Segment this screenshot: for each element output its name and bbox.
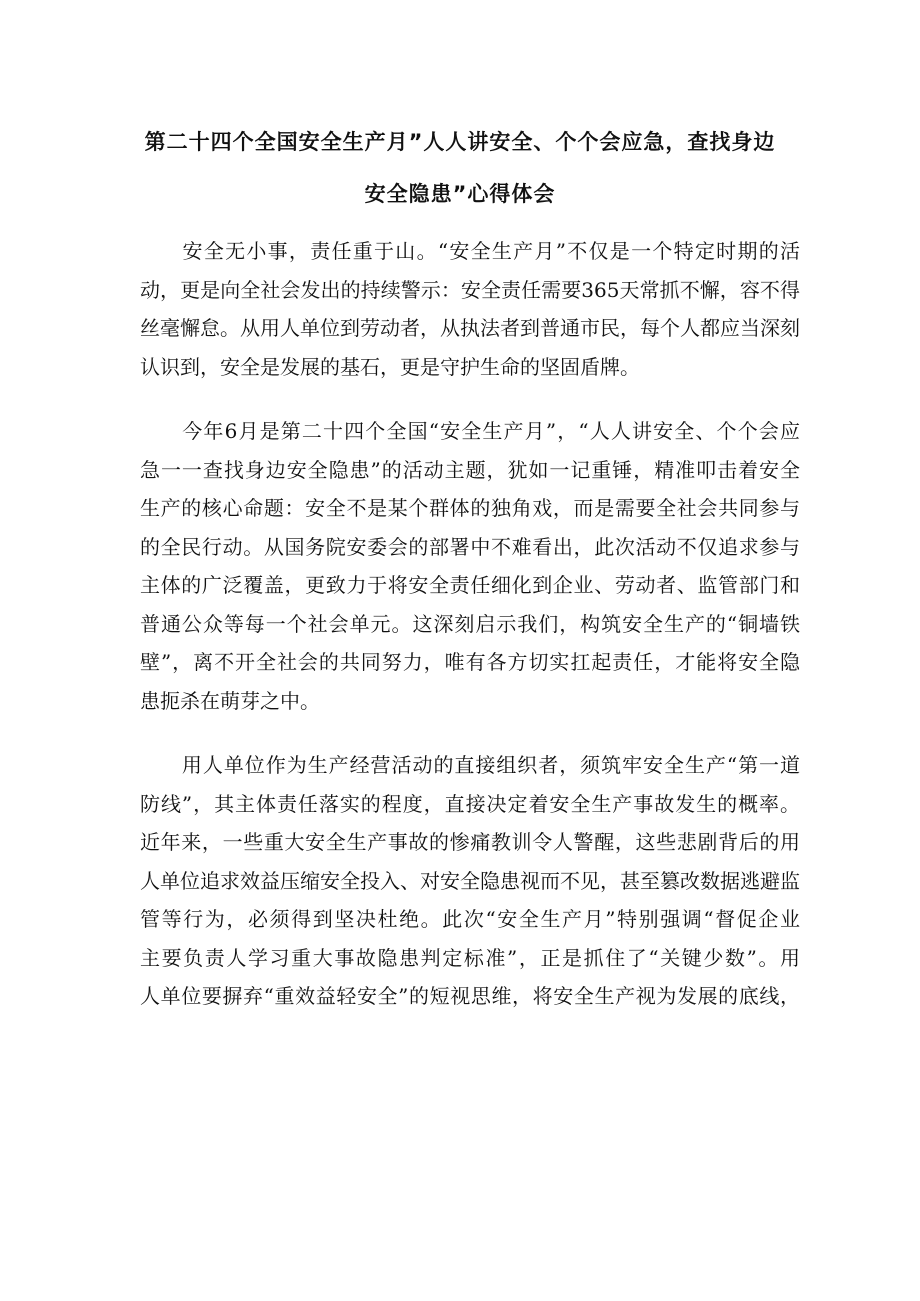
text-line: 人单位追求效益压缩安全投入、对安全隐患视而不见，甚至篡改数据逃避监 xyxy=(140,868,800,893)
text-line: 壁”，离不开全社会的共同努力，唯有各方切实扛起责任，才能将安全隐 xyxy=(140,650,800,674)
text-line: 今年6月是第二十四个全国“安全生产月”，“人人讲安全、个个会应 xyxy=(140,419,800,443)
text-line: 用人单位作为生产经营活动的直接组织者，须筑牢安全生产“第一道 xyxy=(140,753,800,777)
text-line: 主体的广泛覆盖，更致力于将安全责任细化到企业、劳动者、监管部门和 xyxy=(140,573,800,597)
text-line: 普通公众等每一个社会单元。这深刻启示我们，构筑安全生产的“铜墙铁 xyxy=(140,611,800,636)
text-line: 丝毫懈怠。从用人单位到劳动者，从执法者到普通市民，每个人都应当深刻 xyxy=(140,316,800,340)
text-line: 动，更是向全社会发出的持续警示：安全责任需要365天常抓不懈，容不得 xyxy=(140,277,800,302)
paragraph-1 xyxy=(140,232,800,386)
title-line: 第二十四个全国安全生产月”人人讲安全、个个会应急，查找身边 xyxy=(144,130,776,154)
paragraph-2 xyxy=(140,412,800,720)
text-line: 急一一查找身边安全隐患”的活动主题，犹如一记重锤，精准叩击着安全 xyxy=(140,457,800,482)
text-line: 主要负责人学习重大事故隐患判定标准”，正是抓住了“关键少数”。用 xyxy=(140,945,800,970)
document-title xyxy=(0,116,920,220)
title-line: 安全隐患”心得体会 xyxy=(364,182,556,206)
text-line: 管等行为，必须得到坚决杜绝。此次“安全生产月”特别强调“督促企业 xyxy=(140,907,800,931)
text-line: 近年来，一些重大安全生产事故的惨痛教训令人警醒，这些悲剧背后的用 xyxy=(140,830,800,854)
text-line: 生产的核心命题：安全不是某个群体的独角戏，而是需要全社会共同参与 xyxy=(140,496,800,520)
document-body xyxy=(140,232,800,1042)
text-line: 安全无小事，责任重于山。“安全生产月”不仅是一个特定时期的活 xyxy=(140,239,800,263)
paragraph-3 xyxy=(140,746,800,1016)
text-line: 防线”，其主体责任落实的程度，直接决定着安全生产事故发生的概率。 xyxy=(140,791,800,816)
text-line: 人单位要摒弃“重效益轻安全”的短视思维，将安全生产视为发展的底线， xyxy=(140,984,800,1008)
text-line: 的全民行动。从国务院安委会的部署中不难看出，此次活动不仅追求参与 xyxy=(140,534,800,559)
text-line: 患扼杀在萌芽之中。 xyxy=(140,688,320,713)
text-line: 认识到，安全是发展的基石，更是守护生命的坚固盾牌。 xyxy=(140,354,640,379)
